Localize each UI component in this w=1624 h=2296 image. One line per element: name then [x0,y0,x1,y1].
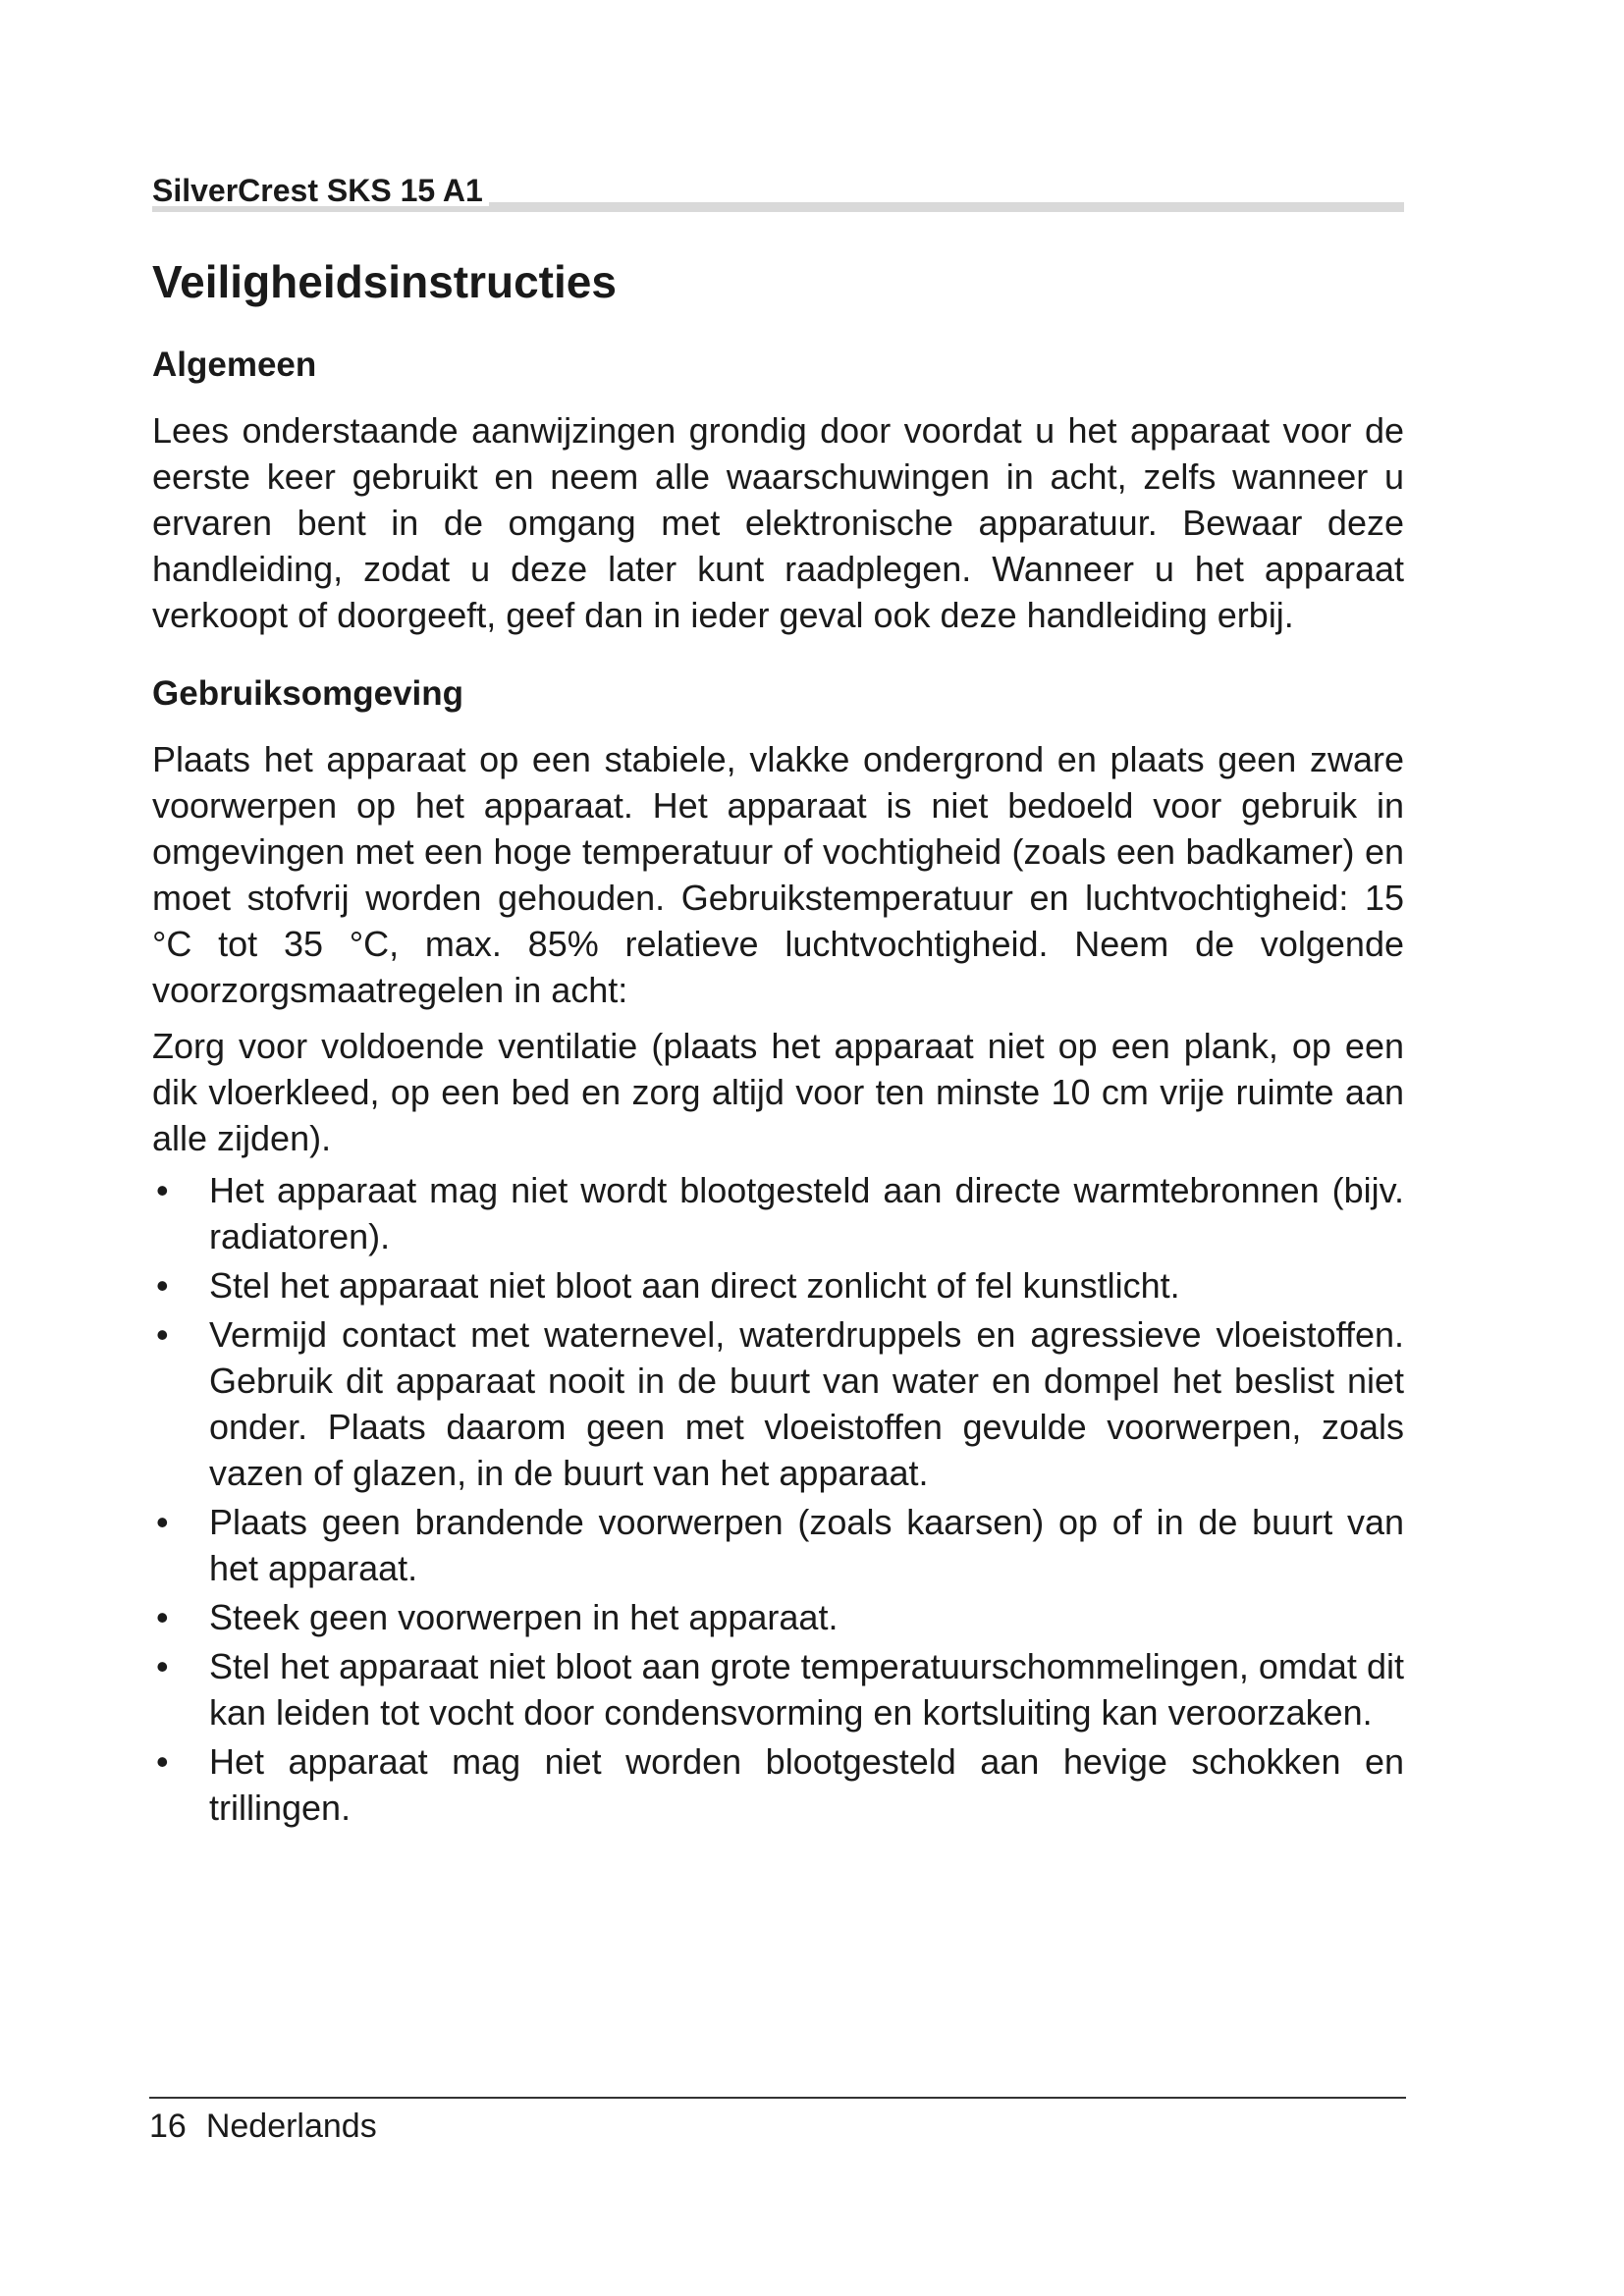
section-heading-general: Algemeen [152,346,317,385]
page-number: 16 [149,2108,187,2145]
list-item [152,1499,1404,1591]
list-item-text: Het apparaat mag niet wordt blootgesteld aan directe warmtebronnen (bijv. radiatoren). [209,1170,1404,1257]
list-item-text: Stel het apparaat niet bloot aan grote temperatuurschommelingen, omdat dit kan leiden tot vocht door condensvorming en kortsluiting kan veroorzaken. [209,1646,1404,1734]
list-item-text: Plaats geen brandende voorwerpen (zoals kaarsen) op of in de buurt van het apparaat. [209,1502,1404,1589]
environment-paragraph-1: Plaats het apparaat op een stabiele, vlakke ondergrond en plaats geen zware voorwerpen op het apparaat. Het apparaat is niet bedoeld voor gebruik in omgevingen met een hoge temperatuur of vochtigheid (zoals een badkamer) en moet stofvrij worden gehouden. Gebruikstemperatuur en luchtvochtigheid: 15 °C tot 35 °C, max. 85% relatieve luchtvochtigheid. Neem de volgende voorzorgsmaatregelen in acht: [152,739,1404,1011]
list-item [152,1738,1404,1831]
page-footer [149,2097,1406,2147]
bullet-icon: • [156,1646,169,1687]
section-heading-environment: Gebruiksomgeving [152,674,464,714]
list-item-text: Steek geen voorwerpen in het apparaat. [209,1597,839,1638]
precaution-list [152,1167,1404,1831]
list-item-text: Vermijd contact met waternevel, waterdruppels en agressieve vloeistoffen. Gebruik dit apparaat nooit in de buurt van water en dompel het beslist niet onder. Plaats daarom geen met vloeistoffen gevulde voorwerpen, zoals vazen of glazen, in de buurt van het apparaat. [209,1314,1404,1494]
footer-text [149,2107,1406,2147]
bullet-icon: • [156,1502,169,1543]
bullet-icon: • [156,1314,169,1356]
general-paragraph: Lees onderstaande aanwijzingen grondig door voordat u het apparaat voor de eerste keer gebruikt en neem alle waarschuwingen in acht, zelfs wanneer u ervaren bent in de omgang met elektronische apparatuur. Bewaar deze handleiding, zodat u deze later kunt raadplegen. Wanneer u het apparaat verkoopt of doorgeeft, geef dan in ieder geval ook deze handleiding erbij. [152,410,1404,636]
list-item [152,1643,1404,1735]
list-item [152,1311,1404,1496]
list-item-text: Stel het apparaat niet bloot aan direct zonlicht of fel kunstlicht. [209,1265,1180,1307]
list-item [152,1262,1404,1308]
list-item [152,1167,1404,1259]
list-item [152,1594,1404,1640]
bullet-icon: • [156,1265,169,1307]
footer-rule [149,2097,1406,2099]
bullet-icon: • [156,1170,169,1211]
product-name: SilverCrest SKS 15 A1 [152,175,489,206]
manual-page [152,167,1404,1831]
list-item-text: Het apparaat mag niet worden blootgesteld aan hevige schokken en trillingen. [209,1741,1404,1829]
footer-language: Nederlands [205,2108,377,2145]
environment-paragraph-2: Zorg voor voldoende ventilatie (plaats het apparaat niet op een plank, op een dik vloerkleed, op een bed en zorg altijd voor ten minste 10 cm vrije ruimte aan alle zijden). [152,1026,1404,1159]
bullet-icon: • [156,1597,169,1638]
bullet-icon: • [156,1741,169,1783]
page-title: Veiligheidsinstructies [152,256,617,307]
page-header [152,167,1404,216]
